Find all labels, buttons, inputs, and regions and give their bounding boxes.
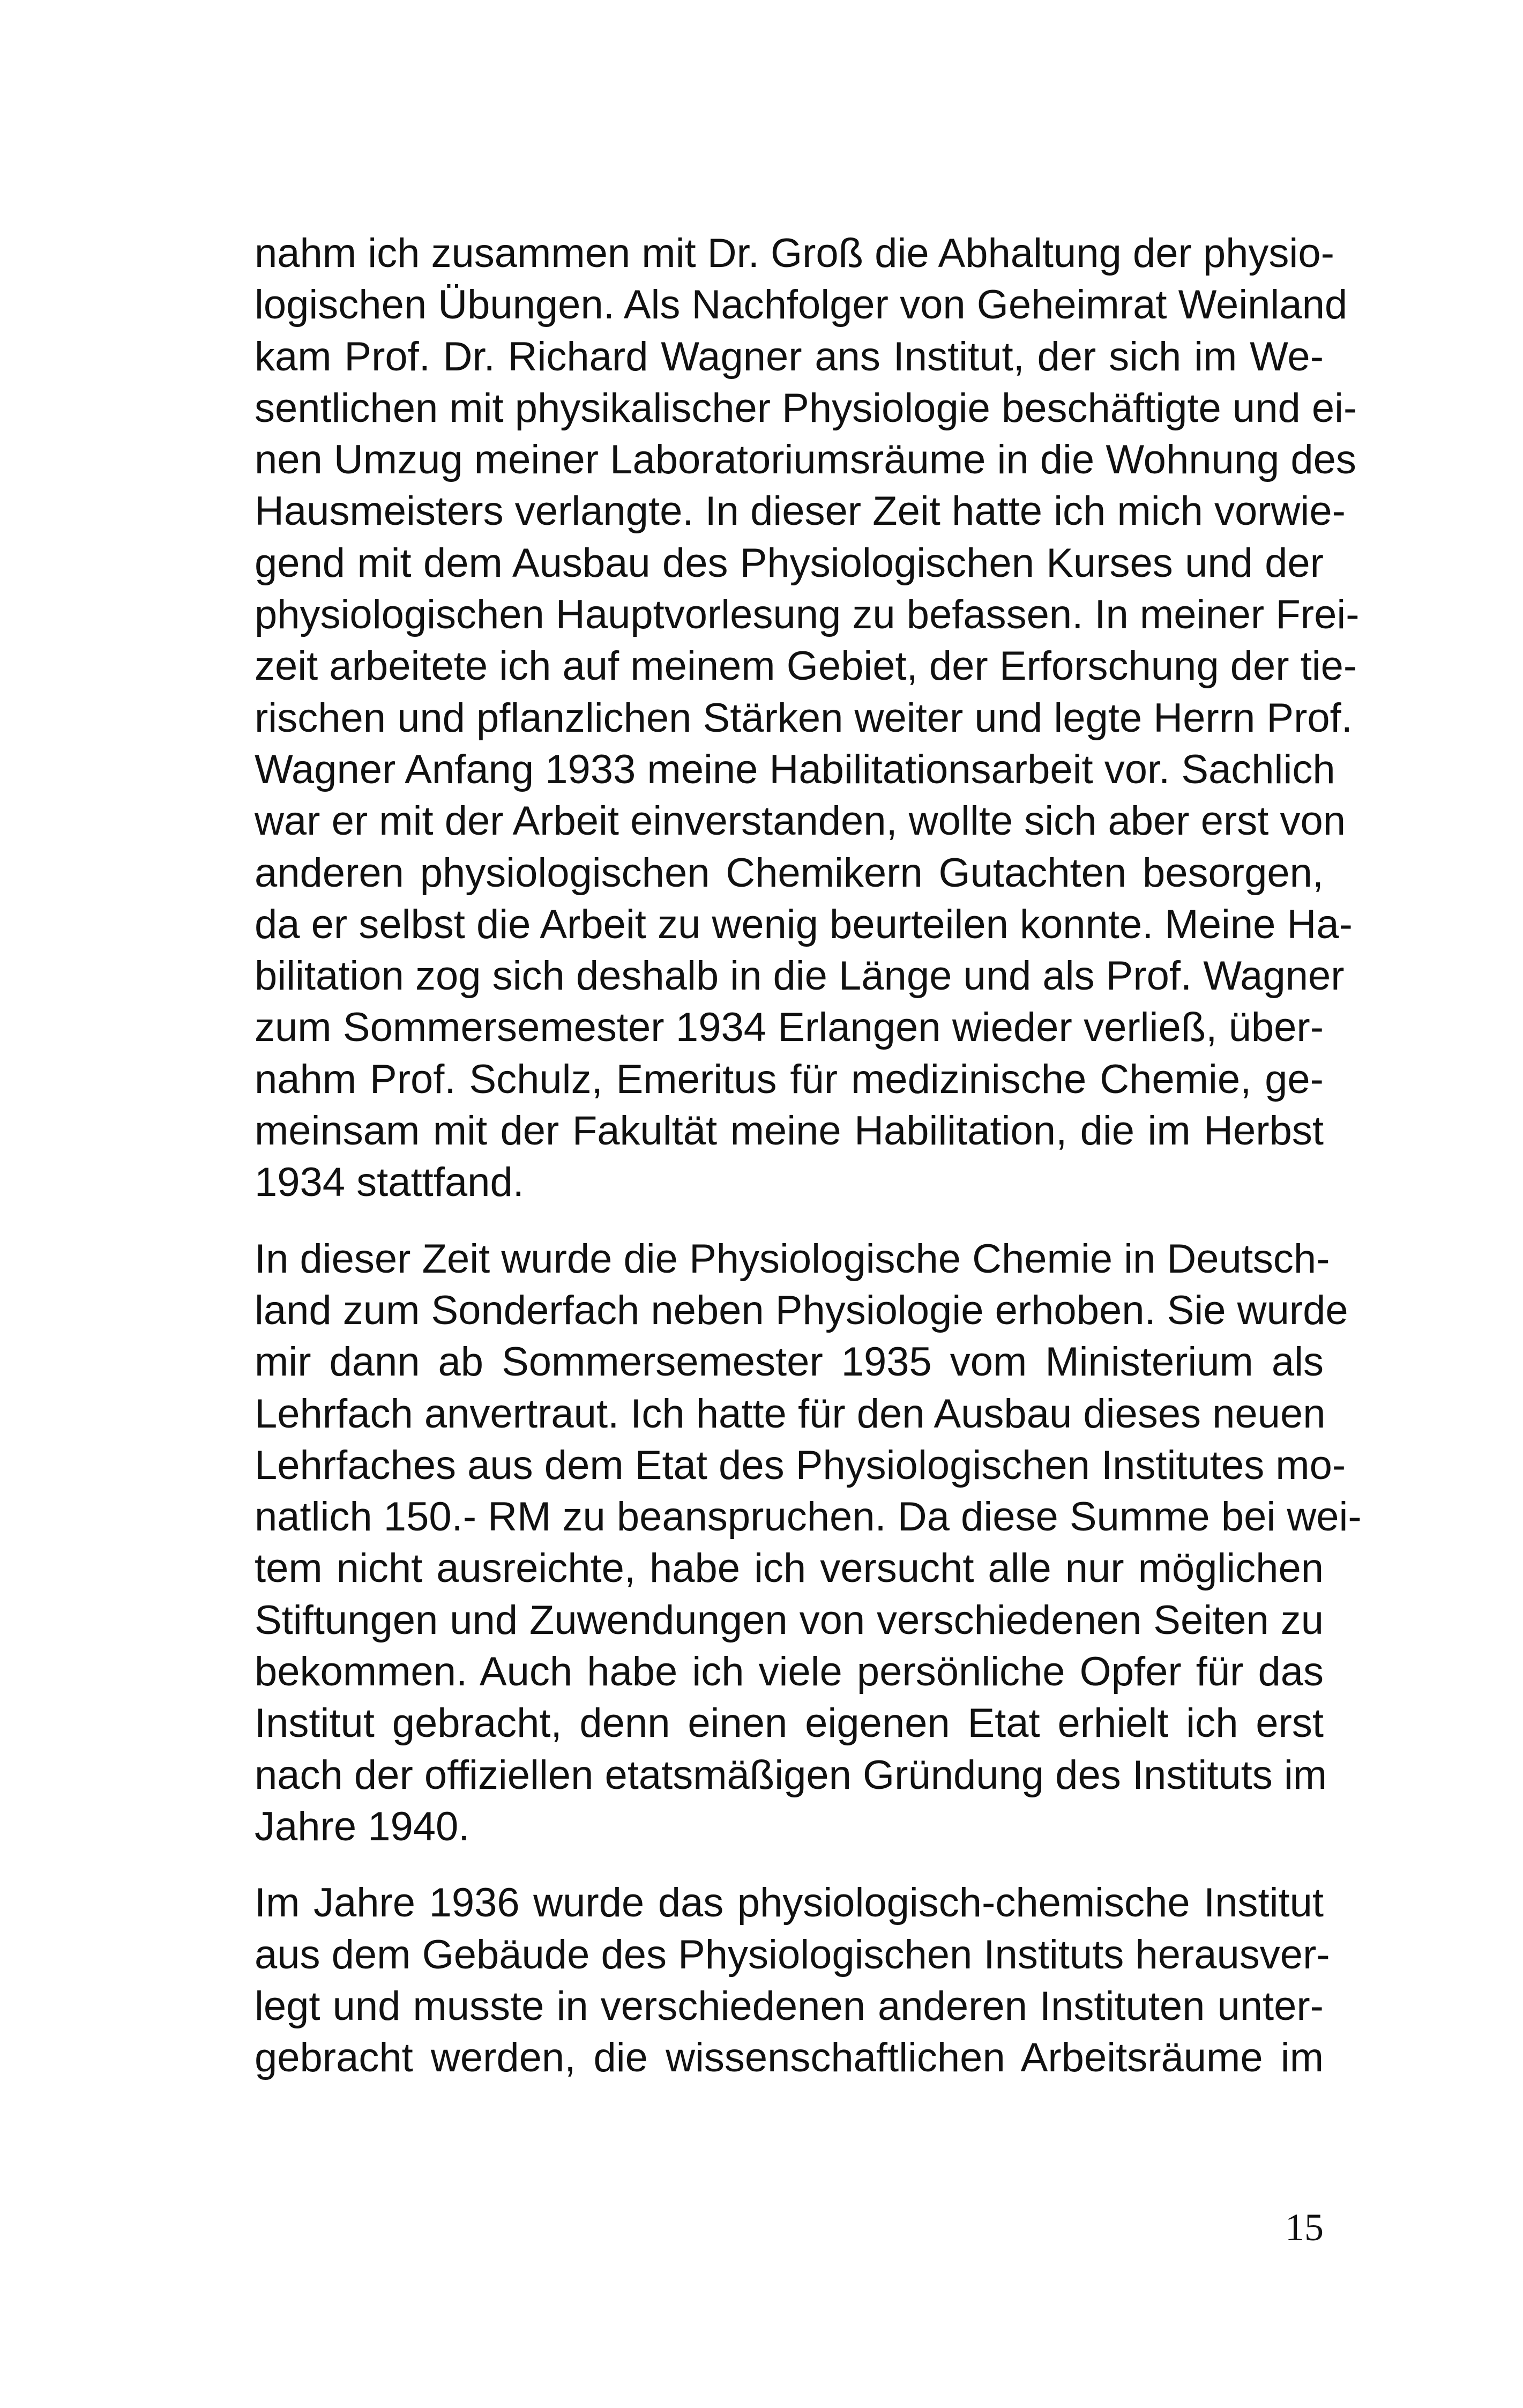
text-line: physiologischen Hauptvorlesung zu befassen. In meiner Frei-: [255, 592, 1360, 638]
text-line: Im Jahre 1936 wurde das physiologisch-chemische Institut: [255, 1880, 1324, 1926]
text-line: meinsam mit der Fakultät meine Habilitation, die im Herbst: [255, 1108, 1324, 1154]
text-line: aus dem Gebäude des Physiologischen Instituts herausver-: [255, 1931, 1330, 1978]
text-line: tem nicht ausreichte, habe ich versucht alle nur möglichen: [255, 1545, 1324, 1592]
text-line: kam Prof. Dr. Richard Wagner ans Institut, der sich im We-: [255, 333, 1324, 380]
text-line: Wagner Anfang 1933 meine Habilitationsarbeit vor. Sachlich: [255, 746, 1335, 792]
paragraph-2: [255, 1233, 1362, 1853]
text-line: nahm ich zusammen mit Dr. Groß die Abhaltung der physio-: [255, 231, 1334, 276]
text-line: nach der offiziellen etatsmäßigen Gründung des Instituts im: [255, 1752, 1327, 1798]
text-line: In dieser Zeit wurde die Physiologische Chemie in Deutsch-: [255, 1236, 1330, 1282]
text-line: Lehrfach anvertraut. Ich hatte für den Ausbau dieses neuen: [255, 1391, 1326, 1437]
text-line: anderen physiologischen Chemikern Gutachten besorgen,: [255, 850, 1324, 896]
text-line: sentlichen mit physikalischer Physiologie beschäftigte und ei-: [255, 385, 1357, 431]
text-line: Stiftungen und Zuwendungen von verschiedenen Seiten zu: [255, 1597, 1324, 1643]
text-line: nen Umzug meiner Laboratoriumsräume in die Wohnung des: [255, 437, 1356, 483]
text-line: war er mit der Arbeit einverstanden, wollte sich aber erst von: [255, 798, 1346, 844]
text-line: bekommen. Auch habe ich viele persönliche Opfer für das: [255, 1649, 1324, 1695]
text-line: bilitation zog sich deshalb in die Länge und als Prof. Wagner: [255, 953, 1345, 999]
text-line: zeit arbeitete ich auf meinem Gebiet, der Erforschung der tie-: [255, 643, 1357, 689]
text-line: zum Sommersemester 1934 Erlangen wieder verließ, über-: [255, 1005, 1324, 1051]
text-line: gend mit dem Ausbau des Physiologischen Kurses und der: [255, 540, 1324, 586]
text-line: logischen Übungen. Als Nachfolger von Geheimrat Weinland: [255, 282, 1348, 328]
text-line: nahm Prof. Schulz, Emeritus für medizinische Chemie, ge-: [255, 1056, 1324, 1102]
text-line: da er selbst die Arbeit zu wenig beurteilen konnte. Meine Ha-: [255, 901, 1353, 947]
text-line: Jahre 1940.: [255, 1803, 470, 1849]
text-line: natlich 150.- RM zu beanspruchen. Da diese Summe bei wei-: [255, 1494, 1362, 1540]
text-line: gebracht werden, die wissenschaftlichen Arbeitsräume im: [255, 2035, 1324, 2081]
text-line: Hausmeisters verlangte. In dieser Zeit hatte ich mich vorwie-: [255, 488, 1346, 534]
text-line: mir dann ab Sommersemester 1935 vom Ministerium als: [255, 1339, 1324, 1385]
text-line: rischen und pflanzlichen Stärken weiter und legte Herrn Prof.: [255, 695, 1353, 741]
text-line: land zum Sonderfach neben Physiologie erhoben. Sie wurde: [255, 1287, 1348, 1333]
paragraph-1: [255, 228, 1360, 1209]
text-line: Lehrfaches aus dem Etat des Physiologischen Institutes mo-: [255, 1442, 1346, 1488]
text-line: Institut gebracht, denn einen eigenen Etat erhielt ich erst: [255, 1700, 1324, 1746]
paragraph-3: [255, 1877, 1330, 2084]
body-text: [255, 228, 1362, 2108]
text-line: legt und musste in verschiedenen anderen Instituten unter-: [255, 1983, 1324, 2029]
page-number: 15: [1285, 2206, 1324, 2249]
text-line: 1934 stattfand.: [255, 1160, 524, 1206]
